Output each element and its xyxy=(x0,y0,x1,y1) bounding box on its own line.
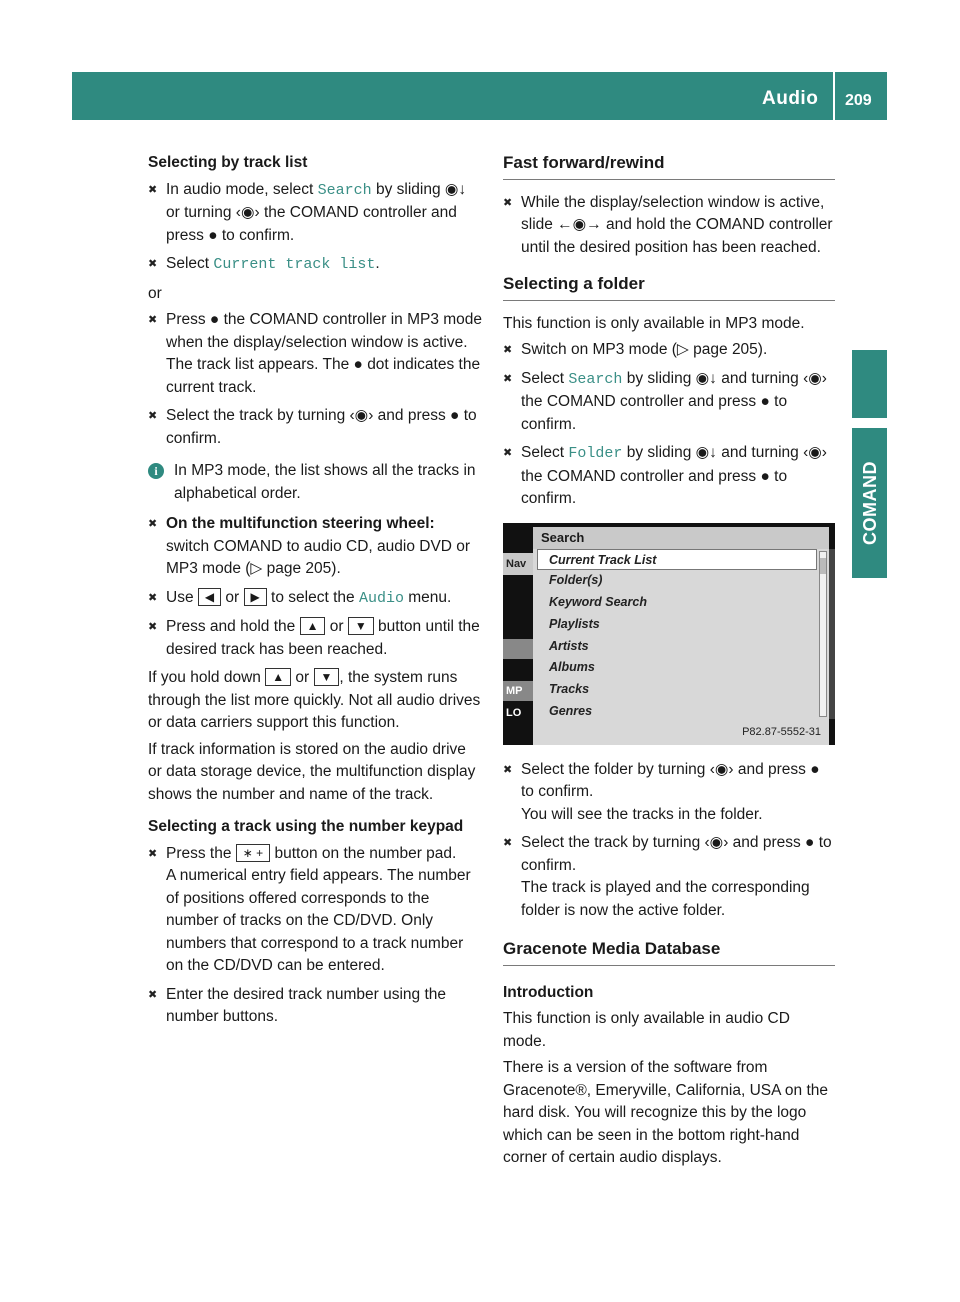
screen-tab-mp: MP xyxy=(503,681,533,701)
paragraph-gracenote: There is a version of the software from Gracenote®, Emeryville, California, USA on the hard disk. You will recognize this by the logo which can be seen in the bottom right-hand corner of certain audio displays. xyxy=(503,1059,829,1166)
step-text: ✖ Press ● the COMAND controller in MP3 mode when the display/selection window is active. xyxy=(166,311,483,351)
menu-code-audio: Audio xyxy=(358,589,404,607)
menu-item-tracks[interactable]: Tracks xyxy=(549,682,590,697)
step-result: The track list appears. The ● dot indicates the current track. xyxy=(166,356,481,396)
menu-code-current-track-list: Current track list xyxy=(213,256,376,273)
step-text: Press the xyxy=(166,844,236,862)
side-chapter-label: COMAND xyxy=(859,461,880,545)
step-text: Use xyxy=(166,588,198,606)
step-select-track-list xyxy=(148,253,483,277)
paragraph-hold-down xyxy=(148,667,483,735)
screen-scrollbar[interactable] xyxy=(819,551,827,717)
side-tab-marker xyxy=(852,350,887,418)
step-text: Press and hold the xyxy=(166,618,300,635)
step-text: Select xyxy=(521,369,569,387)
menu-item-current-track-list[interactable]: Current Track List xyxy=(537,549,817,571)
subheading-number-keypad: Selecting a track using the number keypad xyxy=(148,818,464,835)
step-select-search xyxy=(148,179,483,248)
para-text: If you hold down xyxy=(148,669,266,686)
screen-tab-gray xyxy=(503,639,533,659)
step-select-folder xyxy=(503,442,835,511)
subheading-track-list: Selecting by track list xyxy=(148,154,308,171)
info-note xyxy=(148,460,483,505)
side-chapter-tab xyxy=(852,428,887,578)
step-text: or xyxy=(325,618,348,635)
up-arrow-key: ▲ xyxy=(300,617,326,635)
paragraph-mp3-only: This function is only available in MP3 mode. xyxy=(503,314,805,332)
step-text: button on the number pad. xyxy=(270,844,457,862)
step-text: switch COMAND to audio CD, audio DVD or MP3 mode (▷ page 205). xyxy=(166,537,471,577)
step-result: The track is played and the corresponding folder is now the active folder. xyxy=(521,879,810,919)
step-select-track-turn xyxy=(503,832,835,922)
image-reference-code: P82.87-5552-31 xyxy=(533,719,829,745)
paragraph-track-info: If track information is stored on the audio drive or data storage device, the multifunction display shows the number and name of the track. xyxy=(148,740,476,803)
subheading-introduction: Introduction xyxy=(503,983,594,1001)
left-column xyxy=(148,152,483,1035)
step-select-search-folder xyxy=(503,368,835,437)
screen-menu-list xyxy=(533,549,829,719)
scrollbar-thumb[interactable] xyxy=(820,558,826,574)
step-press-hold xyxy=(148,616,483,661)
menu-item-folders[interactable]: Folder(s) xyxy=(549,573,603,588)
step-select-folder-turn xyxy=(503,759,835,827)
section-gracenote: Gracenote Media Database xyxy=(503,938,835,966)
menu-item-keyword-search[interactable]: Keyword Search xyxy=(549,595,647,610)
screen-left-tabs xyxy=(503,549,533,719)
left-arrow-key: ◀ xyxy=(198,588,221,606)
step-select-audio-menu xyxy=(148,587,483,611)
step-text: button until the desired track has been reached. xyxy=(166,618,480,658)
star-plus-key: ∗ + xyxy=(236,844,270,862)
step-bold-lead: On the multifunction steering wheel: xyxy=(166,515,435,532)
up-arrow-key: ▲ xyxy=(265,668,291,686)
step-press-star-key xyxy=(148,843,483,978)
step-enter-number: ✖ Enter the desired track number using the number buttons. xyxy=(148,984,483,1029)
info-icon: i xyxy=(148,463,164,479)
menu-code-search: Search xyxy=(568,370,623,388)
menu-code-folder: Folder xyxy=(568,445,623,462)
step-text: Select xyxy=(521,444,569,461)
step-text: to select the xyxy=(266,588,359,606)
step-text: ✖ Select the track by turning ‹◉› and press ● to confirm. xyxy=(521,834,832,874)
step-switch-mp3: ✖ Switch on MP3 mode (▷ page 205). xyxy=(503,339,835,362)
menu-code-search: Search xyxy=(317,181,372,199)
menu-item-playlists[interactable]: Playlists xyxy=(549,616,600,631)
or-text: or xyxy=(148,284,162,302)
info-text: In MP3 mode, the list shows all the tracks in alphabetical order. xyxy=(174,462,476,502)
step-press-controller xyxy=(148,309,483,399)
step-text: by sliding ◉↓ and turning ‹◉› the COMAND controller and press ● to confirm. xyxy=(521,444,827,507)
screen-right-edge xyxy=(829,549,835,719)
step-text: or xyxy=(221,588,244,606)
screen-tab-lo: LO xyxy=(503,703,533,723)
page-number: 209 xyxy=(845,92,872,109)
step-text: In audio mode, select xyxy=(166,180,318,198)
paragraph-audio-cd-only: This function is only available in audio CD mode. xyxy=(503,1010,790,1050)
screen-title: Search xyxy=(533,527,829,549)
step-text: by sliding ◉↓ and turning ‹◉› the COMAND controller and press ● to confirm. xyxy=(521,369,827,433)
down-arrow-key: ▼ xyxy=(348,617,374,635)
header-divider xyxy=(833,72,835,120)
step-steering-wheel xyxy=(148,513,483,581)
right-arrow-key: ▶ xyxy=(244,588,267,606)
menu-item-artists[interactable]: Artists xyxy=(549,638,589,653)
para-text: , the system runs through the list more quickly. Not all audio drives or data carriers support this function. xyxy=(148,669,481,731)
step-text: menu. xyxy=(403,588,452,606)
section-fast-forward: Fast forward/rewind xyxy=(503,152,835,180)
right-column xyxy=(503,152,835,1174)
step-select-track: ✖ Select the track by turning ‹◉› and press ● to confirm. xyxy=(148,405,483,450)
section-selecting-folder: Selecting a folder xyxy=(503,273,835,301)
step-text: ✖ Select the folder by turning ‹◉› and press ● to confirm. xyxy=(521,760,820,800)
down-arrow-key: ▼ xyxy=(314,668,340,686)
screen-tab-nav: Nav xyxy=(503,553,533,575)
step-text: Select xyxy=(166,255,214,272)
step-text: by sliding ◉↓ or turning ‹◉› the COMAND controller and press ● to confirm. xyxy=(166,180,467,244)
para-text: or xyxy=(291,669,314,686)
step-fast-forward: ✖ While the display/selection window is active, slide ←◉→ and hold the COMAND controller until the desired position has been reached. xyxy=(503,192,835,260)
step-text: . xyxy=(375,255,380,272)
search-menu-screenshot xyxy=(503,523,835,745)
menu-item-genres[interactable]: Genres xyxy=(549,704,593,719)
section-title: Audio xyxy=(762,88,819,109)
step-result: You will see the tracks in the folder. xyxy=(521,805,763,823)
step-result: A numerical entry field appears. The number of positions offered corresponds to the number of tracks on the CD/DVD. Only numbers that correspond to a track number on the CD/DVD can be entered. xyxy=(166,867,471,974)
menu-item-albums[interactable]: Albums xyxy=(549,660,595,675)
